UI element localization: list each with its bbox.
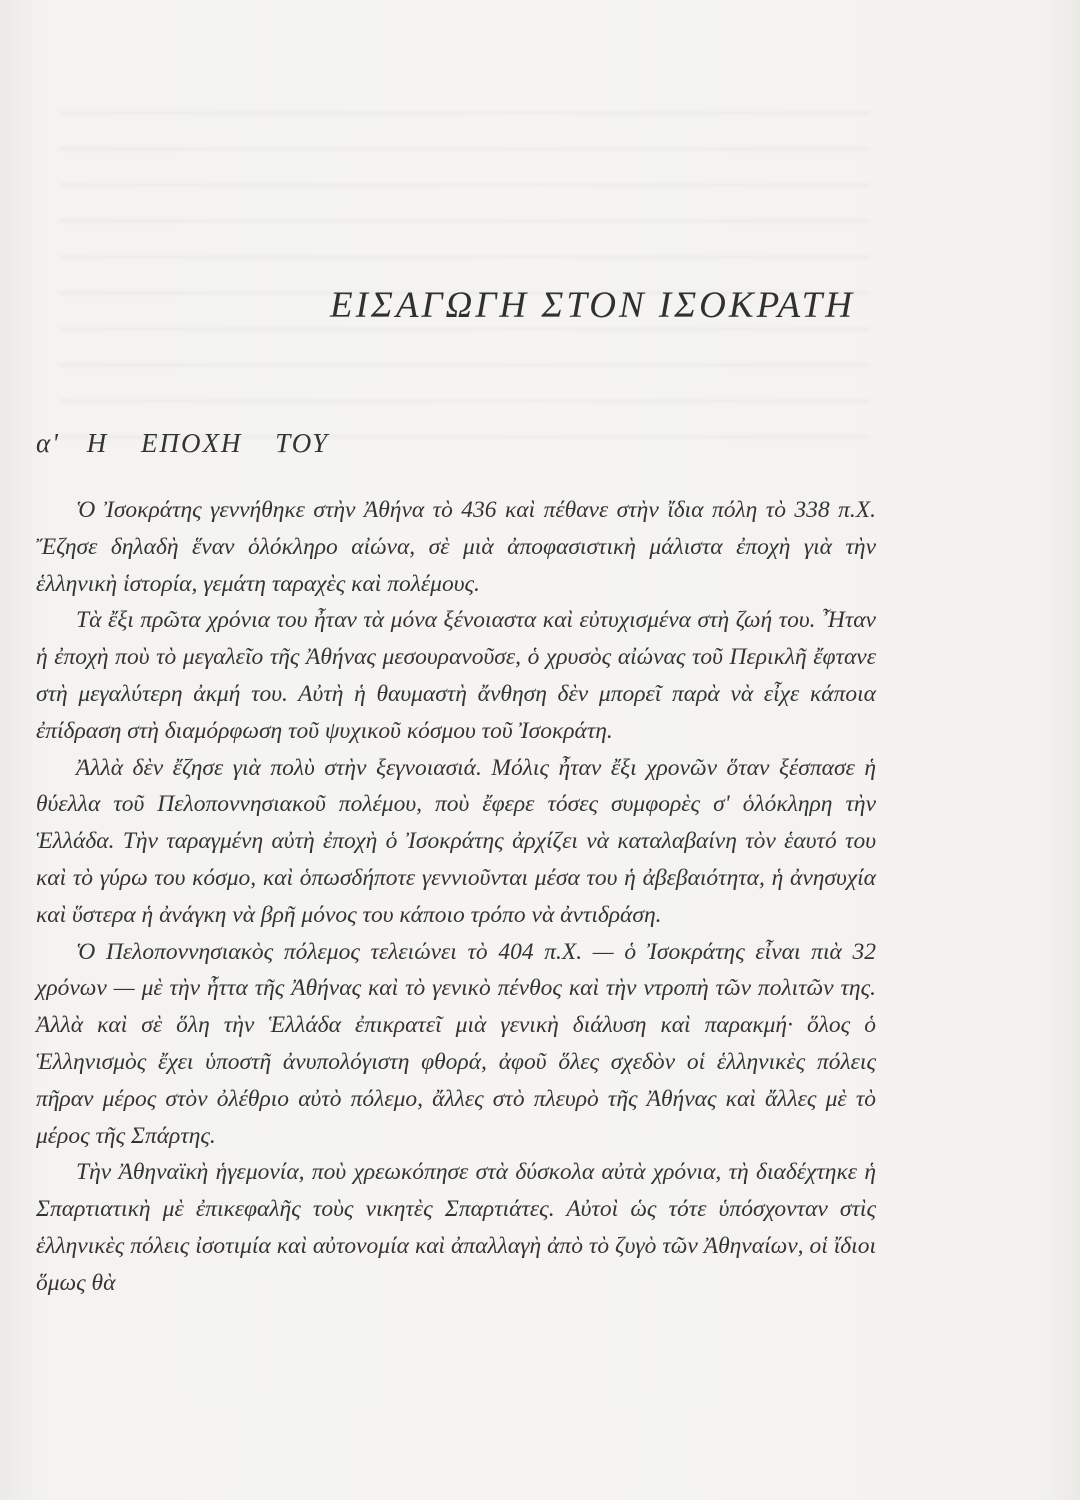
- paragraph-5: Τὴν Ἀθηναϊκὴ ἡγεμονία, ποὺ χρεωκόπησε στὰ δύσκολα αὐτὰ χρόνια, τὴ διαδέχτηκε ἡ Σπαρτιατικὴ μὲ ἐπικεφαλῆς τοὺς νικητὲς Σπαρτιάτες. Αὐτοὶ ὡς τότε ὑπόσχονταν στὶς ἑλληνικὲς πόλεις ἰσοτιμία καὶ αὐτονομία καὶ ἀπαλλαγὴ ἀπὸ τὸ ζυγὸ τῶν Ἀθηναίων, οἱ ἴδιοι ὅμως θὰ: [36, 1159, 876, 1296]
- paragraph-3: Ἀλλὰ δὲν ἔζησε γιὰ πολὺ στὴν ξεγνοιασιά. Μόλις ἦταν ἔξι χρονῶν ὅταν ξέσπασε ἡ θύελλα τοῦ Πελοποννησιακοῦ πολέμου, ποὺ ἔφερε τόσες συμφορὲς σ' ὁλόκληρη τὴν Ἑλλάδα. Τὴν ταραγμένη αὐτὴ ἐποχὴ ὁ Ἰσοκράτης ἀρχίζει νὰ καταλαβαίνη τὸν ἑαυτό του καὶ τὸ γύρω του κόσμο, καὶ ὁπωσδήποτε γεννιοῦνται μέσα του ἡ ἀβεβαιότητα, ἡ ἀνησυχία καὶ ὕστερα ἡ ἀνάγκη νὰ βρῆ μόνος του κάποιο τρόπο νὰ ἀντιδράση.: [36, 754, 876, 928]
- body-text: [36, 492, 876, 1302]
- paragraph-4: Ὁ Πελοποννησιακὸς πόλεμος τελειώνει τὸ 404 π.Χ. — ὁ Ἰσοκράτης εἶναι πιὰ 32 χρόνων — μὲ τὴν ἧττα τῆς Ἀθήνας καὶ τὸ γενικὸ πένθος καὶ τὴν ντροπὴ τῶν πολιτῶν της. Ἀλλὰ καὶ σὲ ὅλη τὴν Ἑλλάδα ἐπικρατεῖ μιὰ γενικὴ διάλυση καὶ παρακμή· ὅλος ὁ Ἑλληνισμὸς ἔχει ὑποστῆ ἀνυπολόγιστη φθορά, ἀφοῦ ὅλες σχεδὸν οἱ ἑλληνικὲς πόλεις πῆραν μέρος στὸν ὀλέθριο αὐτὸ πόλεμο, ἄλλες στὸ πλευρὸ τῆς Ἀθήνας καὶ ἄλλες μὲ τὸ μέρος τῆς Σπάρτης.: [36, 938, 876, 1149]
- show-through-text: [60, 90, 870, 450]
- section-heading: [36, 428, 353, 459]
- chapter-title: ΕΙΣΑΓΩΓΗ ΣΤΟΝ ΙΣΟΚΡΑΤΗ: [330, 285, 855, 326]
- paragraph-2: Τὰ ἔξι πρῶτα χρόνια του ἦταν τὰ μόνα ξένοιαστα καὶ εὐτυχισμένα στὴ ζωή του. Ἦταν ἡ ἐποχὴ ποὺ τὸ μεγαλεῖο τῆς Ἀθήνας μεσουρανοῦσε, ὁ χρυσὸς αἰώνας τοῦ Περικλῆ ἔφτανε στὴ μεγαλύτερη ἀκμή του. Αὐτὴ ἡ θαυμαστὴ ἄνθηση δὲν μπορεῖ παρὰ νὰ εἶχε κάποια ἐπίδραση στὴ διαμόρφωση τοῦ ψυχικοῦ κόσμου τοῦ Ἰσοκράτη.: [36, 607, 876, 744]
- section-heading-word-3: ΤΟΥ: [275, 428, 330, 458]
- section-heading-word-2: ΕΠΟΧΗ: [140, 428, 243, 458]
- section-number: α': [36, 428, 60, 458]
- section-heading-word-1: Η: [86, 428, 109, 458]
- paragraph-1: Ὁ Ἰσοκράτης γεννήθηκε στὴν Ἀθήνα τὸ 436 καὶ πέθανε στὴν ἴδια πόλη τὸ 338 π.Χ. Ἔζησε δηλαδὴ ἕναν ὁλόκληρο αἰώνα, σὲ μιὰ ἀποφασιστικὴ μάλιστα ἐποχὴ γιὰ τὴν ἑλληνικὴ ἱστορία, γεμάτη ταραχὲς καὶ πολέμους.: [36, 497, 876, 597]
